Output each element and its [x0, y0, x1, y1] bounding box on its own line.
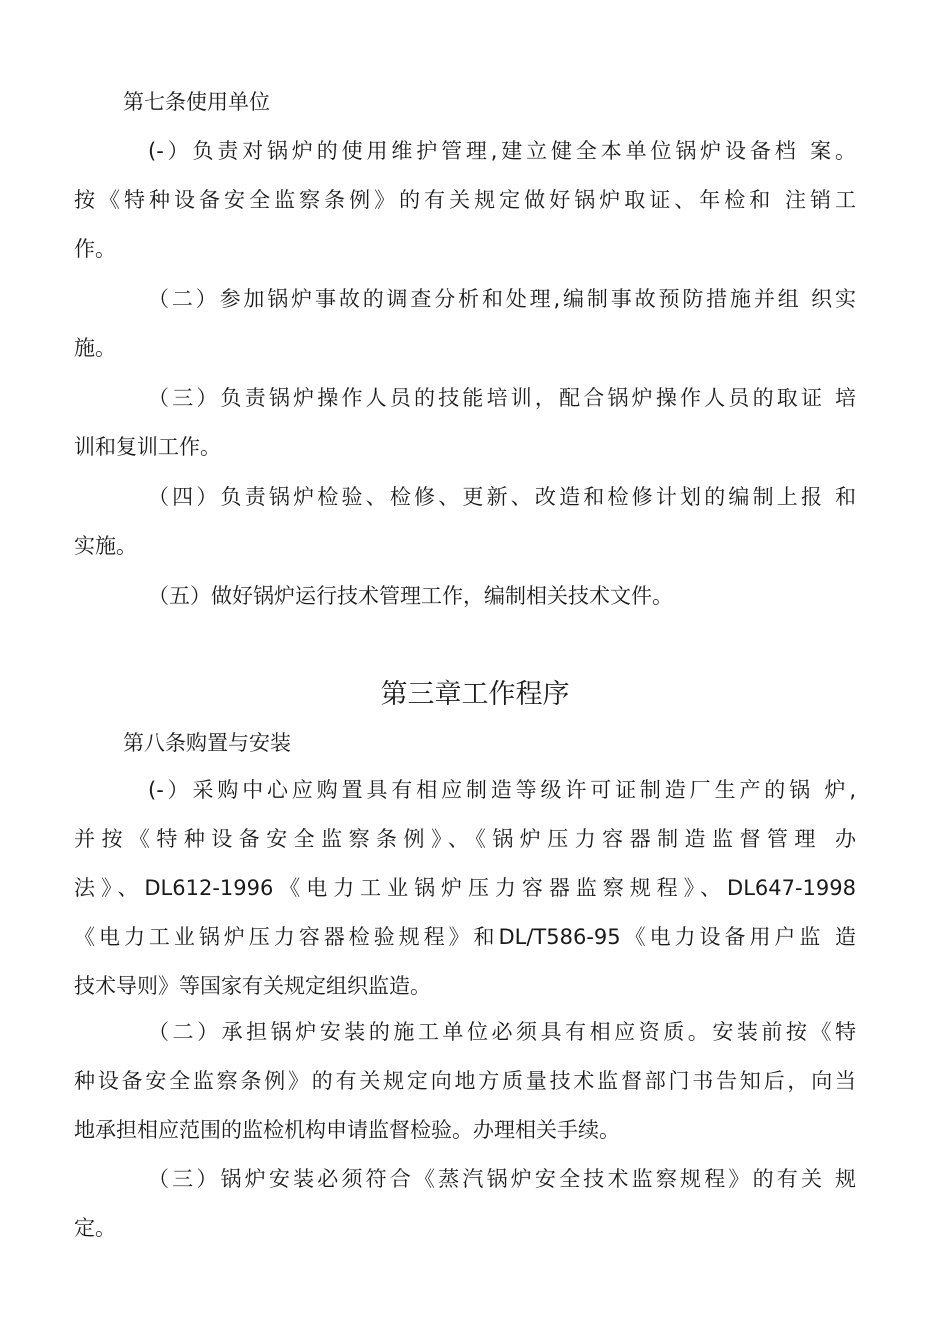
paragraph-line: 作。 [74, 237, 116, 261]
article-8-title: 第八条购置与安装 [123, 731, 291, 755]
paragraph-line: 法》、DL612-1996《电力工业锅炉压力容器监察规程》、DL647-1998 [74, 876, 856, 900]
article-8-item-1 [74, 766, 856, 1011]
paragraph-line: (-）采购中心应购置具有相应制造等级许可证制造厂生产的锅 炉, [148, 778, 856, 802]
paragraph-line: 并按《特种设备安全监察条例》、《锅炉压力容器制造监督管理 办 [74, 827, 856, 851]
paragraph-line: （五）做好锅炉运行技术管理工作，编制相关技术文件。 [148, 584, 673, 608]
article-7-item-1 [74, 127, 856, 274]
paragraph-line: 实施。 [74, 534, 137, 558]
article-7-item-4 [74, 473, 856, 571]
chapter-heading: 第三章工作程序 [380, 679, 570, 710]
paragraph-line: 定。 [74, 1216, 116, 1240]
paragraph-line: （三）负责锅炉操作人员的技能培训，配合锅炉操作人员的取证 培 [148, 386, 856, 410]
paragraph-line: （三）锅炉安装必须符合《蒸汽锅炉安全技术监察规程》的有关 规 [148, 1167, 856, 1191]
article-7-title: 第七条使用单位 [123, 90, 270, 114]
paragraph-line: 地承担相应范围的监检机构申请监督检验。办理相关手续。 [74, 1118, 620, 1142]
article-8-item-2 [74, 1008, 856, 1155]
paragraph-line: 《电力工业锅炉压力容器检验规程》和DL/T586-95《电力设备用户监 造 [74, 925, 856, 949]
paragraph-line: (-）负责对锅炉的使用维护管理,建立健全本单位锅炉设备档 案。 [148, 139, 856, 163]
paragraph-line: 种设备安全监察条例》的有关规定向地方质量技术监督部门书告知后，向当 [74, 1069, 856, 1093]
article-8-item-3 [74, 1155, 856, 1253]
article-7-item-5 [148, 572, 856, 621]
paragraph-line: 施。 [74, 336, 116, 360]
paragraph-line: （四）负责锅炉检验、检修、更新、改造和检修计划的编制上报 和 [148, 485, 856, 509]
article-7-item-3 [74, 374, 856, 472]
paragraph-line: （二）参加锅炉事故的调查分析和处理,编制事故预防措施并组 织实 [148, 287, 856, 311]
article-7-item-2 [74, 275, 856, 373]
paragraph-line: 技术导则》等国家有关规定组织监造。 [74, 974, 431, 998]
paragraph-line: 按《特种设备安全监察条例》的有关规定做好锅炉取证、年检和 注销工 [74, 188, 856, 212]
paragraph-line: 训和复训工作。 [74, 435, 221, 459]
paragraph-line: （二）承担锅炉安装的施工单位必须具有相应资质。安装前按《特 [148, 1020, 856, 1044]
